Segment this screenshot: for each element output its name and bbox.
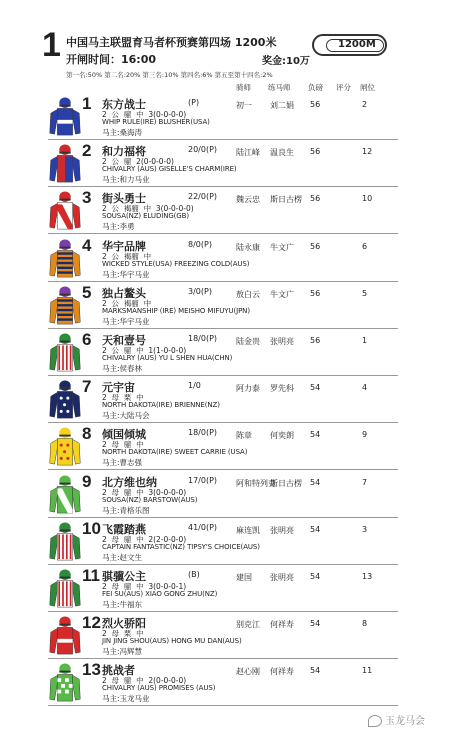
jockey-silks-icon: [48, 663, 82, 703]
runner-number: 1: [82, 94, 92, 113]
watermark-text: 玉龙马会: [385, 716, 425, 727]
row-divider: [48, 705, 398, 706]
horse-info: 2 母 骝 中: [102, 440, 144, 450]
horse-odds-note: (B): [188, 570, 200, 579]
horse-name: 独占鳌头: [102, 286, 146, 300]
horse-info: 2 公 骝 2(0-0-0-0): [102, 157, 174, 167]
horse-info: 2 公 骝 中 3(0-0-0-0): [102, 110, 187, 119]
runner-number: 5: [82, 282, 92, 302]
horse-pedigree: CHIVALRY (AUS) PROMISES (AUS): [102, 684, 216, 693]
jockey-silks-icon: [48, 475, 82, 515]
prize-split: 第一名:50% 第二名:20% 第三名:10% 第四名:6% 第五至第十四名:2%: [66, 71, 273, 79]
runner-row: [48, 329, 398, 376]
trainer-name: 何祥寿: [270, 620, 294, 630]
horse-owner: 马主:青格乐图: [102, 505, 150, 515]
runner-row: [48, 235, 398, 282]
runner-number: 3: [82, 188, 92, 208]
jockey-silks-icon: [48, 97, 82, 137]
barrier-draw: 8: [362, 619, 368, 629]
runner-row: [48, 376, 398, 423]
runner-number: 4: [82, 235, 92, 255]
carried-weight: 54: [310, 619, 321, 629]
runner-number: 10: [82, 518, 101, 538]
horse-odds-note: 8/0(P): [188, 239, 212, 249]
trainer-name: 张明亮: [270, 525, 294, 535]
runner-row: [48, 612, 398, 659]
horse-odds-note: 18/0(P): [188, 334, 218, 343]
column-weight: 负磅: [308, 83, 323, 92]
race-distance: 1200M: [338, 39, 376, 50]
horse-odds-note: 18/0(P): [188, 428, 218, 438]
jockey-name: 别克江: [236, 620, 260, 630]
horse-name: 挑战者: [102, 664, 135, 678]
trainer-name: 斯日古楞: [270, 195, 302, 205]
jockey-name: 初一: [236, 101, 252, 110]
horse-owner: 马主:大陆马会: [102, 411, 150, 421]
runner-number: 12: [82, 613, 101, 633]
barrier-draw: 12: [362, 147, 373, 157]
watermark: [368, 712, 425, 727]
carried-weight: 56: [310, 241, 321, 251]
prize-money: 奖金:10万: [262, 56, 310, 67]
horse-info: 2 母 栗 中: [102, 629, 144, 639]
jockey-silks-icon: [48, 286, 82, 326]
horse-owner: 马主:玉龙马业: [102, 694, 150, 704]
race-number: 1: [42, 26, 61, 64]
horse-owner: 马主:冯辉慧: [102, 647, 143, 657]
carried-weight: 56: [310, 194, 321, 204]
carried-weight: 54: [310, 477, 321, 487]
horse-pedigree: SOUSA(NZ) BARSTOW(AUS): [102, 495, 198, 504]
jockey-name: 敖白云: [236, 289, 260, 299]
runner-number: 11: [82, 566, 100, 585]
carried-weight: 56: [310, 288, 321, 298]
horse-info: 2 母 骝 中 3(0-0-0-1): [102, 582, 187, 591]
jockey-name: 建国: [236, 573, 252, 582]
runner-row: [48, 565, 398, 612]
horse-pedigree: JIN JING SHOU(AUS) HONG MU DAN(AUS): [102, 637, 242, 646]
track-diagram: [312, 30, 387, 58]
start-time: 开闸时间：16:00: [66, 53, 157, 66]
horse-name: 倾国倾城: [102, 428, 146, 442]
jockey-name: 陆金贵: [236, 337, 260, 346]
horse-pedigree: WICKED STYLE(USA) FREEZING COLD(AUS): [102, 259, 250, 268]
horse-info: 2 公 褐骝 中 3(0-0-0-0): [102, 204, 194, 214]
barrier-draw: 5: [362, 288, 368, 298]
jockey-name: 麻连凯: [236, 525, 260, 535]
trainer-name: 牛文广: [270, 242, 294, 252]
horse-info: 2 母 栗 中: [102, 393, 144, 403]
runner-row: [48, 282, 398, 329]
carried-weight: 54: [310, 572, 321, 581]
horse-owner: 马主:牛福东: [102, 600, 143, 609]
barrier-draw: 6: [362, 241, 368, 251]
barrier-draw: 13: [362, 572, 373, 581]
horse-owner: 马主:和力马业: [102, 175, 150, 185]
horse-owner: 马主:曹志强: [102, 458, 143, 468]
horse-pedigree: FEI SU(AUS) XIAO GONG ZHU(NZ): [102, 590, 218, 598]
race-title: 中国马主联盟育马者杯预赛第四场 1200米: [66, 36, 277, 49]
barrier-draw: 7: [362, 477, 368, 487]
runner-number: 8: [82, 424, 92, 444]
horse-odds-note: 41/0(P): [188, 522, 218, 532]
jockey-name: 陆永康: [236, 242, 260, 252]
trainer-name: 罗先科: [270, 384, 294, 394]
horse-odds-note: 20/0(P): [188, 145, 218, 155]
jockey-silks-icon: [48, 144, 82, 184]
horse-info: 2 母 骝 中 3(0-0-0-0): [102, 487, 187, 497]
horse-owner: 马主:华宇马业: [102, 316, 150, 326]
column-draw: 闸位: [360, 83, 375, 92]
jockey-silks-icon: [48, 380, 82, 420]
carried-weight: 56: [310, 147, 321, 157]
column-trainer: 练马师: [268, 83, 291, 92]
trainer-name: 张明亮: [270, 573, 294, 582]
jockey-silks-icon: [48, 522, 82, 562]
horse-odds-note: (P): [188, 98, 200, 107]
carried-weight: 56: [310, 336, 321, 345]
horse-odds-note: 1/0: [188, 381, 201, 391]
horse-info: 2 公 褐骝 中: [102, 251, 152, 261]
carried-weight: 54: [310, 383, 321, 393]
horse-name: 街头勇士: [102, 192, 146, 206]
trainer-name: 斯日古楞: [270, 478, 302, 488]
jockey-silks-icon: [48, 333, 82, 373]
column-rating: 评分: [336, 83, 351, 92]
horse-info: 2 母 骝 中 2(2-0-0-0): [102, 534, 187, 544]
horse-name: 骐骥公主: [102, 570, 146, 583]
trainer-name: 何祥寿: [270, 667, 294, 677]
trainer-name: 张明亮: [270, 337, 294, 346]
runner-row: [48, 140, 398, 187]
horse-owner: 马主:侯春林: [102, 364, 143, 373]
runner-number: 9: [82, 471, 92, 491]
carried-weight: 54: [310, 524, 321, 534]
jockey-silks-icon: [48, 239, 82, 279]
jockey-silks-icon: [48, 191, 82, 231]
runner-number: 6: [82, 330, 92, 349]
horse-owner: 马主:赵文生: [102, 552, 143, 562]
horse-name: 元宇宙: [102, 381, 135, 395]
horse-name: 天和壹号: [102, 334, 146, 347]
horse-owner: 马主:华宇马业: [102, 269, 150, 279]
horse-pedigree: CAPTAIN FANTASTIC(NZ) TIPSY'S CHOICE(AUS): [102, 542, 260, 551]
jockey-name: 赵心刚: [236, 667, 260, 677]
horse-odds-note: 17/0(P): [188, 475, 218, 485]
jockey-silks-icon: [48, 427, 82, 467]
horse-pedigree: CHIVALRY (AUS) YU L SHEN HUA(CHN): [102, 354, 233, 362]
trainer-name: 牛文广: [270, 289, 294, 299]
jockey-name: 阿和特列克: [236, 478, 276, 488]
carried-weight: 56: [310, 100, 321, 109]
column-jockey: 骑师: [236, 83, 251, 92]
runner-row: [48, 187, 398, 234]
horse-info: 2 公 骝 中 1(1-0-0-0): [102, 346, 187, 355]
jockey-silks-icon: [48, 569, 82, 609]
jockey-name: 陆江峰: [236, 148, 260, 158]
runner-row: [48, 423, 398, 470]
runner-row: [48, 471, 398, 518]
horse-pedigree: SOUSA(NZ) ELUDING(GB): [102, 212, 189, 221]
horse-name: 北方维也纳: [102, 475, 157, 489]
carried-weight: 54: [310, 430, 321, 440]
horse-owner: 马主:桑海涛: [102, 128, 143, 137]
barrier-draw: 4: [362, 383, 368, 393]
horse-name: 华宇品牌: [102, 239, 146, 253]
horse-name: 烈火骄阳: [102, 617, 146, 631]
barrier-draw: 10: [362, 194, 373, 204]
runner-number: 13: [82, 660, 101, 680]
trainer-name: 温良生: [270, 148, 294, 158]
horse-pedigree: NORTH DAKOTA(IRE) SWEET CARRIE (USA): [102, 448, 248, 457]
horse-odds-note: 3/0(P): [188, 286, 212, 296]
barrier-draw: 11: [362, 666, 373, 676]
jockey-name: 陈章: [236, 431, 252, 441]
runner-row: [48, 659, 398, 706]
trainer-name: 何奕朗: [270, 431, 294, 441]
jockey-name: 魏云忠: [236, 195, 260, 205]
runner-row: [48, 518, 398, 565]
wechat-icon: [368, 715, 382, 727]
trainer-name: 刘二娟: [270, 101, 294, 110]
horse-pedigree: WHIP RULE(IRE) BLUSHER(USA): [102, 118, 210, 126]
horse-pedigree: MARKSMANSHIP (IRE) MEISHO MIFUYU(JPN): [102, 306, 250, 315]
jockey-silks-icon: [48, 616, 82, 656]
horse-name: 东方战士: [102, 98, 146, 111]
carried-weight: 54: [310, 666, 321, 676]
horse-pedigree: CHIVALRY (AUS) GISELLE'S CHARM(IRE): [102, 165, 237, 174]
barrier-draw: 9: [362, 430, 368, 440]
horse-owner: 马主:李勇: [102, 222, 135, 232]
horse-info: 2 公 褐骝 中: [102, 298, 152, 308]
barrier-draw: 1: [362, 336, 368, 345]
horse-odds-note: 22/0(P): [188, 192, 218, 202]
runner-number: 2: [82, 141, 92, 161]
runner-row: [48, 93, 398, 140]
barrier-draw: 2: [362, 100, 368, 109]
jockey-name: 阿力泰: [236, 384, 260, 394]
runner-number: 7: [82, 377, 92, 397]
horse-pedigree: NORTH DAKOTA(IRE) BRIENNE(NZ): [102, 401, 220, 410]
horse-name: 飞霞踏燕: [102, 522, 146, 536]
barrier-draw: 3: [362, 524, 368, 534]
horse-info: 2 母 骝 中 2(0-0-0-0): [102, 676, 187, 686]
horse-name: 和力福将: [102, 145, 146, 159]
